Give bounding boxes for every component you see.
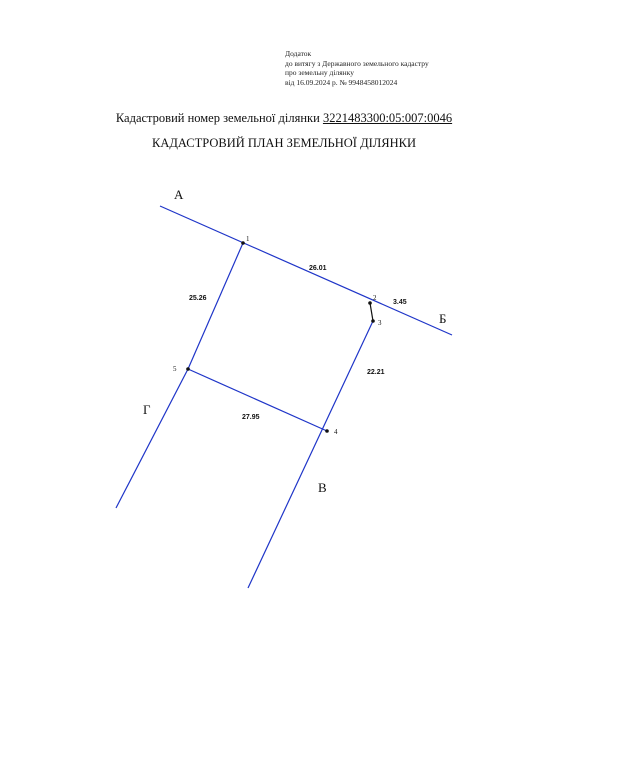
point-4-label: 4: [334, 428, 338, 436]
boundary-line-5-g: [116, 369, 188, 508]
point-3-marker: [371, 319, 375, 323]
length-5-1: 25.26: [189, 295, 207, 302]
point-5-marker: [186, 367, 190, 371]
point-2-marker: [368, 301, 372, 305]
cadastral-number-value: 3221483300:05:007:0046: [322, 111, 453, 125]
boundary-line-5-4: [188, 369, 327, 431]
neighbor-a-label: А: [174, 187, 184, 202]
length-3-4: 22.21: [367, 369, 385, 376]
length-1-2: 26.01: [309, 265, 327, 272]
point-4-marker: [325, 429, 329, 433]
boundary-points: [186, 241, 375, 433]
neighbor-v-label: В: [318, 480, 327, 495]
appendix-line-4: від 16.09.2024 р. № 9948458012024: [285, 77, 398, 87]
boundary-lines: [116, 206, 452, 588]
length-2-3: 3.45: [393, 299, 407, 306]
boundary-line-a-b: [160, 206, 452, 335]
appendix-line-3: про земельну ділянку: [285, 68, 354, 78]
neighbor-b-label: Б: [439, 311, 447, 326]
point-1-label: 1: [246, 235, 250, 243]
boundary-line-1-5: [188, 243, 243, 369]
point-5-label: 5: [173, 365, 177, 373]
neighbor-g-label: Г: [143, 402, 151, 417]
cadastral-number-label: Кадастровий номер земельної ділянки: [115, 111, 320, 125]
appendix-line-2: до витягу з Державного земельного кадастру: [285, 58, 429, 68]
point-3-label: 3: [378, 319, 382, 327]
boundary-line-2-3: [370, 303, 373, 321]
point-2-label: 2: [373, 294, 377, 302]
length-4-5: 27.95: [242, 414, 260, 421]
boundary-line-3-v: [248, 321, 373, 588]
appendix-line-1: Додаток: [285, 49, 312, 58]
plan-title: КАДАСТРОВИЙ ПЛАН ЗЕМЕЛЬНОЇ ДІЛЯНКИ: [152, 136, 416, 150]
point-1-marker: [241, 241, 245, 245]
